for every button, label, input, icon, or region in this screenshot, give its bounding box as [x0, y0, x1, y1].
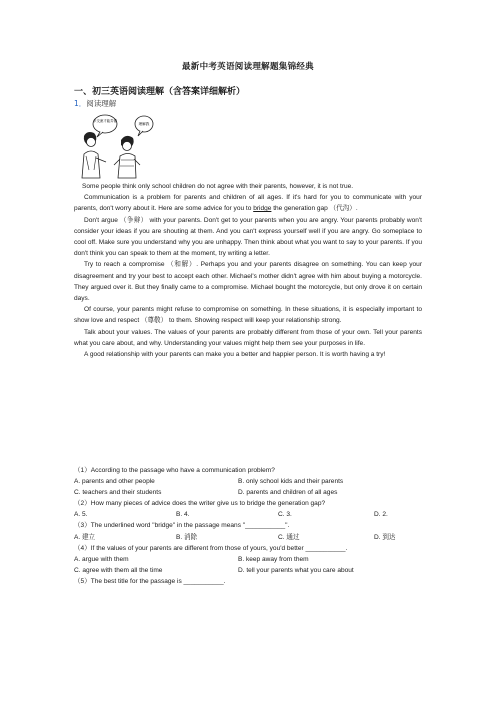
option-a: A. argue with them [74, 555, 129, 563]
passage [74, 181, 422, 360]
question-3-options [74, 532, 422, 543]
paragraph-2-text-a: Communication is a problem for parents and children of all ages. If it's hard for you to communicate with your parents, don't worry about it. Here are some advice for you to [74, 194, 422, 213]
paragraph-2-text-b: the generation gap （代沟）. [271, 205, 358, 213]
option-c: C. teachers and their students [74, 489, 162, 497]
question-2-options [74, 509, 422, 520]
option-d: D. 到达 [374, 533, 396, 541]
paragraph-5: Of course, your parents might refuse to compromise on something. In these situations, it is especially important to show love and respect （尊敬） to them. Showing respect will keep your relationship strong. [74, 306, 422, 325]
paragraph-4: Try to reach a compromise （和解）. Perhaps you and your parents disagree on something. You can keep your disagreement and try your best to accept each other. Michael's mother didn't agree with him about buying a motorcycle. They argued over it. But they finally came to a compromise. Michael bought the motorcycle, but only drove it on certain days. [74, 261, 422, 303]
paragraph-7: A good relationship with your parents can make you a better and happier person. It is worth having a try! [84, 351, 386, 359]
option-c: C. 通过 [278, 533, 300, 541]
paragraph-2 [74, 192, 422, 214]
document-title: 最新中考英语阅读理解题集锦经典 [181, 62, 314, 72]
subsection-heading [74, 98, 116, 109]
paragraph-1: Some people think only school children do not agree with their parents, however, it is not true. [82, 183, 354, 190]
option-a: A. 5. [74, 511, 88, 519]
option-b: B. keep away from them [238, 555, 309, 563]
option-b: B. 消除 [176, 533, 198, 541]
section-heading: 一、初三英语阅读理解（含答案详细解析） [74, 87, 246, 97]
paragraph-6: Talk about your values. The values of your parents are probably different from those of your own. Tell your parents what you care about, and why. Understanding your values might help them see your purposes in life. [74, 328, 422, 347]
bubble-right-text: 理解我 [138, 122, 150, 126]
question-4-options-row-1 [74, 554, 422, 565]
option-b: B. 4. [176, 511, 190, 519]
bubble-left-text: 多交流才能弄懂 [93, 119, 117, 123]
subsection-label: 阅读理解 [86, 99, 117, 108]
option-a: A. parents and other people [74, 478, 155, 486]
option-d: D. parents and children of all ages [238, 489, 338, 497]
paragraph-3: Don't argue （争辩） with your parents. Don't get to your parents when you are angry. Your parents probably won't consider your ideas if you are shouting at them. And you can't express yourself well if you are angry. Go someplace to cool off. Make sure you understand why you are unhappy. Then think about what you want to say to your parents. If you don't think you can speak to them at the moment, try writing a letter. [74, 216, 422, 258]
questions [74, 465, 422, 587]
option-d: D. 2. [374, 511, 388, 519]
question-1-options-row-1 [74, 476, 422, 487]
question-1-options-row-2 [74, 487, 422, 498]
question-3: （3）The underlined word "bridge" in the passage means "___________". [74, 522, 290, 530]
question-4: （4）If the values of your parents are different from those of yours, you'd better ___________. [74, 544, 348, 552]
option-b: B. only school kids and their parents [238, 478, 344, 486]
underlined-word-bridge: bridge [253, 205, 272, 213]
option-c: C. 3. [278, 511, 292, 519]
option-d: D. tell your parents what you care about [238, 566, 354, 574]
two-people-talking-illustration [76, 110, 158, 180]
question-4-options-row-2 [74, 565, 422, 576]
question-2: （2）How many pieces of advice does the writer give us to bridge the generation gap? [74, 500, 326, 508]
question-1: （1）According to the passage who have a communication problem? [74, 467, 275, 474]
question-5: （5）The best title for the passage is ___________. [74, 577, 226, 585]
subsection-number: 1． [74, 99, 87, 108]
option-a: A. 建立 [74, 533, 96, 541]
option-c: C. agree with them all the time [74, 566, 163, 574]
